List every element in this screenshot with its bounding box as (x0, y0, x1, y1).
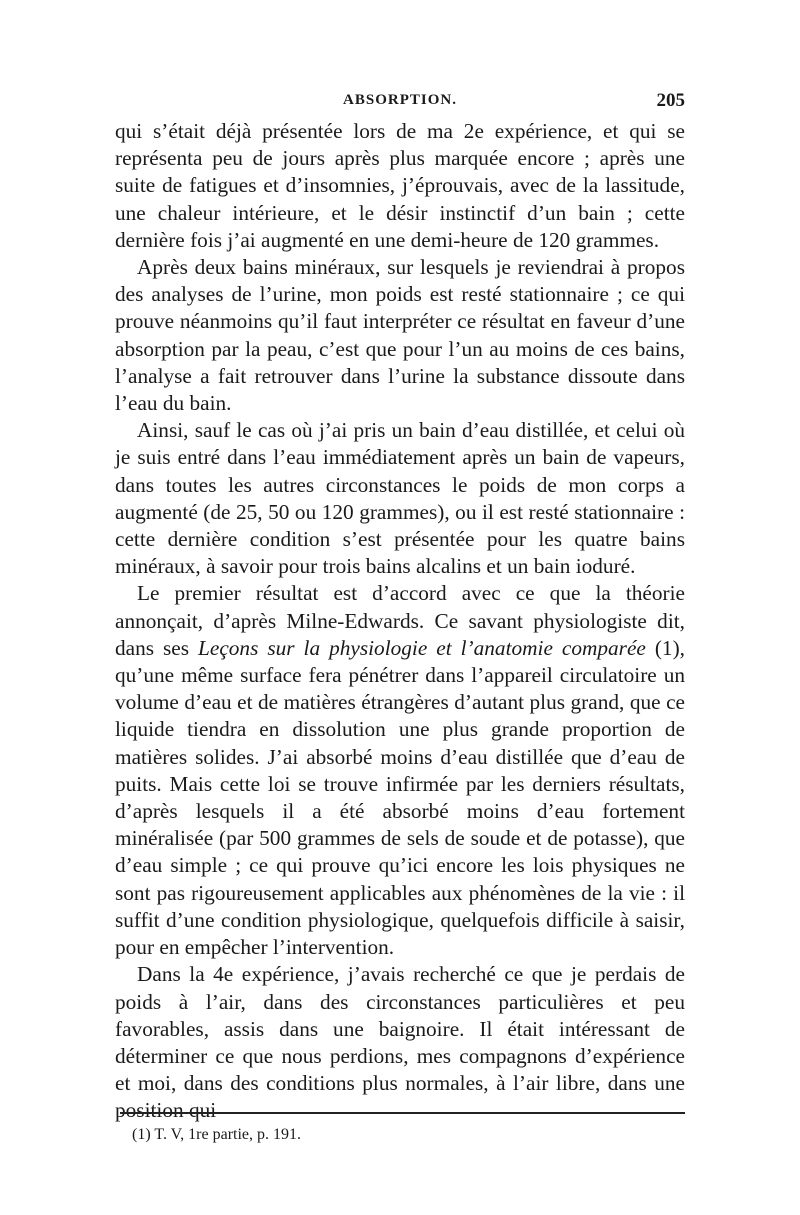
page-number: 205 (656, 90, 685, 111)
paragraph-1: qui s’était déjà présentée lors de ma 2e expérience, et qui se représenta peu de jours après plus marquée encore ; après une suite de fatigues et d’insomnies, j’éprouvais, avec de la lassitude, une chaleur intérieure, et le désir instinctif d’un bain ; cette dernière fois j’ai augmenté en une demi-heure de 120 grammes. (115, 119, 685, 252)
footnote-rule (120, 1112, 685, 1114)
paragraph-4-text-after: (1), qu’une même surface fera pénétrer dans l’appareil circulatoire un volume d’eau et de matières étrangères d’autant plus grand, que ce liquide tiendra en dissolution une plus grande proportion de matières solides. J’ai absorbé moins d’eau distillée que d’eau de puits. Mais cette loi se trouve infirmée par les derniers résultats, d’après lesquels il a été absorbé moins d’eau fortement minéralisée (par 500 grammes de sels de soude et de potasse), que d’eau simple ; ce qui prouve qu’ici encore les lois physiques ne sont pas rigoureusement applicables aux phénomènes de la vie : il suffit d’une condition physiologique, quelquefois difficile à saisir, pour en empêcher l’intervention. (115, 635, 685, 960)
paragraph-3: Ainsi, sauf le cas où j’ai pris un bain d’eau distillée, et celui où je suis entré dans l’eau immédiatement après un bain de vapeurs, dans toutes les autres circonstances le poids de mon corps a augmenté (de 25, 50 ou 120 grammes), ou il est resté stationnaire : cette dernière condition s’est présentée pour les quatre bains minéraux, à savoir pour trois bains alcalins et un bain ioduré. (115, 418, 685, 579)
page-header (115, 92, 685, 118)
footnote: (1) T. V, 1re partie, p. 191. (132, 1126, 302, 1143)
running-title: ABSORPTION. (343, 92, 457, 108)
paragraph-2: Après deux bains minéraux, sur lesquels je reviendrai à propos des analyses de l’urine, mon poids est resté stationnaire ; ce qui prouve néanmoins qu’il faut interpréter ce résultat en faveur d’une absorption par la peau, c’est que pour l’un au moins de ces bains, l’analyse a fait retrouver dans l’urine la substance dissoute dans l’eau du bain. (115, 255, 685, 416)
book-title-italic: Leçons sur la physiologie et l’anatomie comparée (198, 635, 646, 660)
body-text (115, 118, 685, 1125)
paragraph-4 (115, 580, 685, 961)
paragraph-5: Dans la 4e expérience, j’avais recherché ce que je perdais de poids à l’air, dans des circonstances particulières et peu favorables, assis dans une baignoire. Il était intéressant de déterminer ce que nous perdions, mes compagnons d’expérience et moi, dans des conditions plus normales, à l’air libre, dans une position qui (115, 962, 685, 1123)
paragraph-4-text-before: Le premier résultat est d’accord avec ce que la théorie annonçait, d’après Milne-Edwards. Ce savant physiologiste dit, dans ses (115, 581, 685, 660)
